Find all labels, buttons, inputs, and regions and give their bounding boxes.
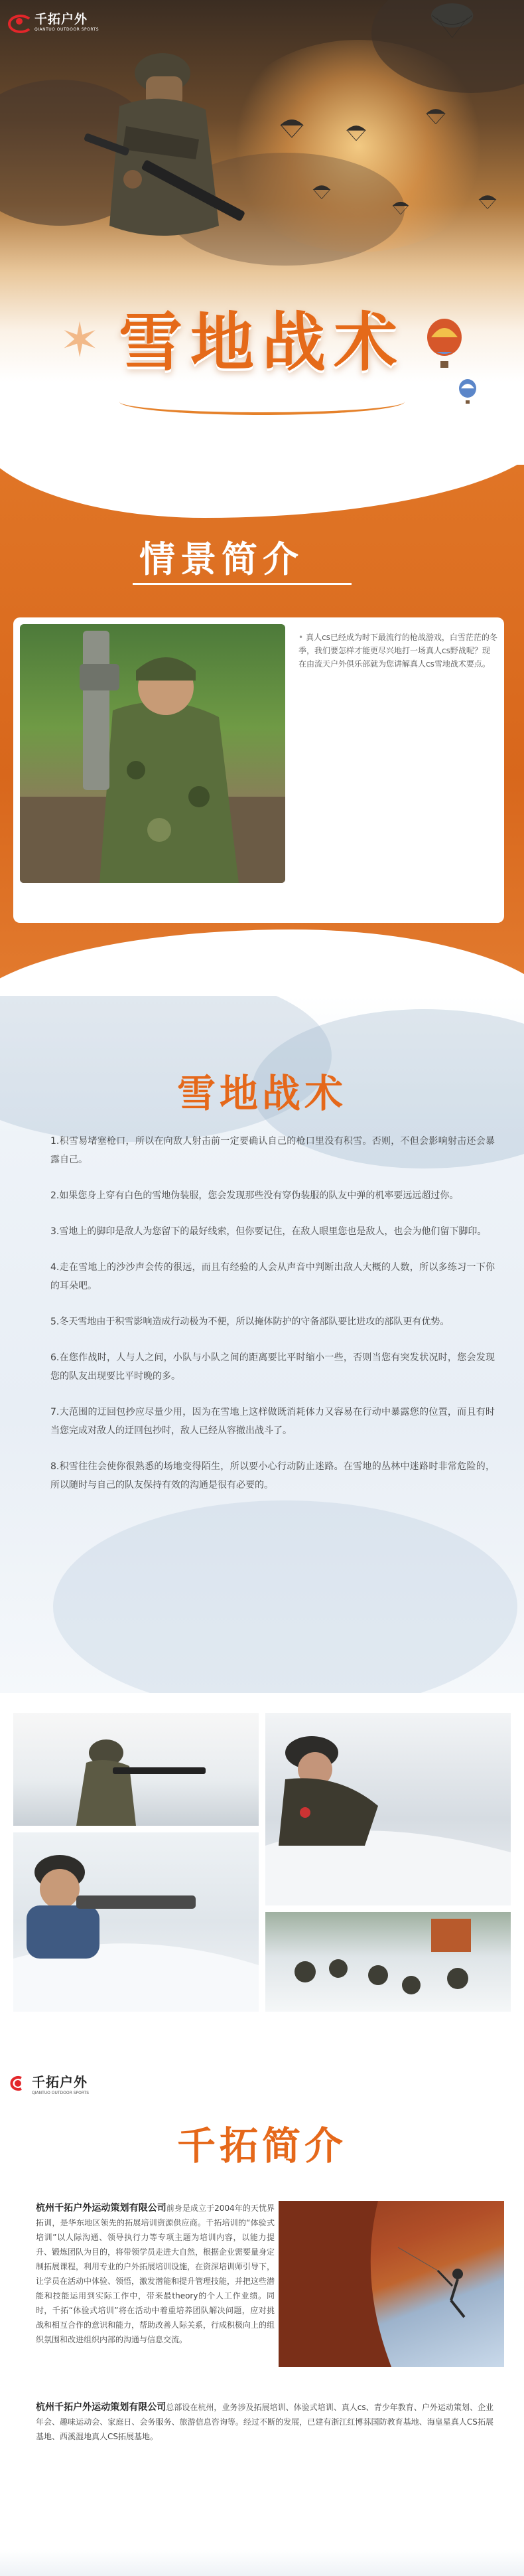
soldier-figure (46, 27, 265, 266)
tactics-section (0, 996, 524, 1693)
company-name: 杭州千拓户外运动策划有限公司 (36, 2402, 166, 2413)
heading-underline (133, 583, 352, 585)
paratrooper-icon (345, 123, 367, 143)
brand-name: 千拓户外 (32, 2074, 88, 2090)
tactics-list (50, 1132, 495, 1512)
snow-mountain-backdrop (53, 1500, 517, 1693)
photo-gallery (0, 1713, 524, 2018)
list-item: 5.冬天雪地由于积雪影响造成行动极为不便，所以掩体防护的守备部队要比进攻的部队更有优势。 (50, 1317, 450, 1327)
paratrooper-icon (312, 183, 332, 201)
snow-team-photo (265, 1912, 511, 2012)
rock-climbing-photo (279, 2201, 504, 2367)
brand-logo-icon (7, 2075, 28, 2091)
brand-logo[interactable] (7, 2071, 89, 2095)
list-item: 6.在您作战时，人与人之间，小队与小队之间的距离要比平时缩小一些，否则当您有突发状况时，您会发现您的队友出现要比平时晚的多。 (50, 1352, 495, 1382)
section-heading: 千拓简介 (176, 2123, 347, 2168)
snow-soldier-photo (13, 1832, 259, 2012)
company-business-paragraph (36, 2400, 493, 2444)
paratrooper-icon (279, 116, 305, 140)
brand-name: 千拓户外 (34, 12, 88, 27)
footer-fade (0, 2549, 524, 2576)
company-intro-paragraph (36, 2201, 275, 2347)
list-item: 1.积雪易堵塞枪口，所以在向敌人射击前一定要确认自己的枪口里没有积雪。否则，不但会影响射击还会暴露自己。 (50, 1136, 495, 1165)
starfish-icon: ✶ (60, 312, 100, 368)
gallery-photo[interactable] (265, 1912, 511, 2012)
brand-tagline: QIANTUO OUTDOOR SPORTS (32, 2091, 90, 2095)
list-item: 7.大范围的迂回包抄应尽量少用，因为在雪地上这样做既消耗体力又容易在行动中暴露您的位置，而且有时当您完成对敌人的迂回包抄时，敌人已经从容撤出战斗了。 (50, 1407, 495, 1436)
list-item: 8.积雪往往会使你很熟悉的场地变得陌生，所以要小心行动防止迷路。在雪地的丛林中迷路时非常危险的，所以随时与自己的队友保持有效的沟通是很有必要的。 (50, 1461, 495, 1490)
decorative-swirl (119, 388, 405, 415)
brand-logo[interactable] (8, 9, 99, 32)
list-item: 4.走在雪地上的沙沙声会传的很远，而且有经验的人会从声音中判断出敌人大概的人数，所以多练习一下你的耳朵吧。 (50, 1262, 495, 1291)
scene-intro-section (0, 425, 524, 996)
company-section (0, 2065, 524, 2576)
section-heading: 情景简介 (139, 538, 304, 580)
soldier-photo-illustration (20, 624, 285, 883)
brand-tagline: QIANTUO OUTDOOR SPORTS (34, 27, 99, 32)
bullet-dot-icon: • (298, 633, 304, 642)
paratrooper-icon (425, 106, 447, 126)
paratrooper-icon (391, 199, 410, 216)
company-name: 杭州千拓户外运动策划有限公司 (36, 2203, 166, 2214)
intro-text-body: 真人cs已经成为时下最流行的枪战游戏，白雪茫茫的冬季，我们要怎样才能更尽兴地打一场真人cs野战呢？现在由流天户外俱乐部就为您讲解真人cs雪地战术要点。 (298, 633, 497, 669)
intro-description (298, 631, 497, 671)
hero-title: 雪地战术 (119, 305, 405, 380)
gallery-photo[interactable] (265, 1713, 511, 1905)
climber-illustration (279, 2201, 504, 2367)
list-item: 3.雪地上的脚印是敌人为您留下的最好线索，但你要记住，在敌人眼里您也是敌人，也会为他们留下脚印。 (50, 1226, 487, 1237)
hero-banner (0, 0, 524, 425)
gallery-photo[interactable] (13, 1832, 259, 2012)
gallery-photo[interactable] (13, 1713, 259, 1826)
snow-soldier-photo (13, 1713, 259, 1826)
soldier-photo (20, 624, 285, 883)
list-item: 2.如果您身上穿有白色的雪地伪装服，您会发现那些没有穿伪装服的队友中弹的机率要远远超过你。 (50, 1190, 459, 1201)
company-business-body: 总部设在杭州，业务涉及拓展培训、体验式培训、真人cs、青少年教育、户外运动策划、企业年会、趣味运动会、家庭日、会务服务、旅游信息咨询等。经过不断的发展，已建有浙江红博荪国防教育基地、海皇星真人CS拓展基地、西溪湿地真人CS拓展基地。 (36, 2403, 493, 2441)
brand-logo-icon (8, 12, 31, 29)
section-heading: 雪地战术 (176, 1071, 347, 1116)
soldier-illustration (398, 0, 524, 80)
company-intro-body: 前身是成立于2004年的天忧界拓训，是华东地区领先的拓展培训资源供应商。千拓培训的“体验式培训”以人际沟通、领导执行力等专项主题为培训内容，以能力提升、锻炼团队为目的，将带领学员走进大自然，根据企业需要量身定制拓展课程，利用专业的户外拓展培训设施，在资深培训师引导下，让学员在活动中体验、领悟，激发潜能和提升管理技能，并把这些潜能和技能运用到实际工作中，带来最theory的个人工作业绩。同时，千拓“体验式培训”将在活动中着重培养团队解决问题，应对挑战和相互合作的意识和能力，帮助改善人际关系，行成积极向上的组织氛围和改进组织内部的沟通与信息交流。 (36, 2204, 275, 2344)
snow-soldier-photo (265, 1713, 511, 1905)
paratrooper-icon (478, 193, 497, 211)
